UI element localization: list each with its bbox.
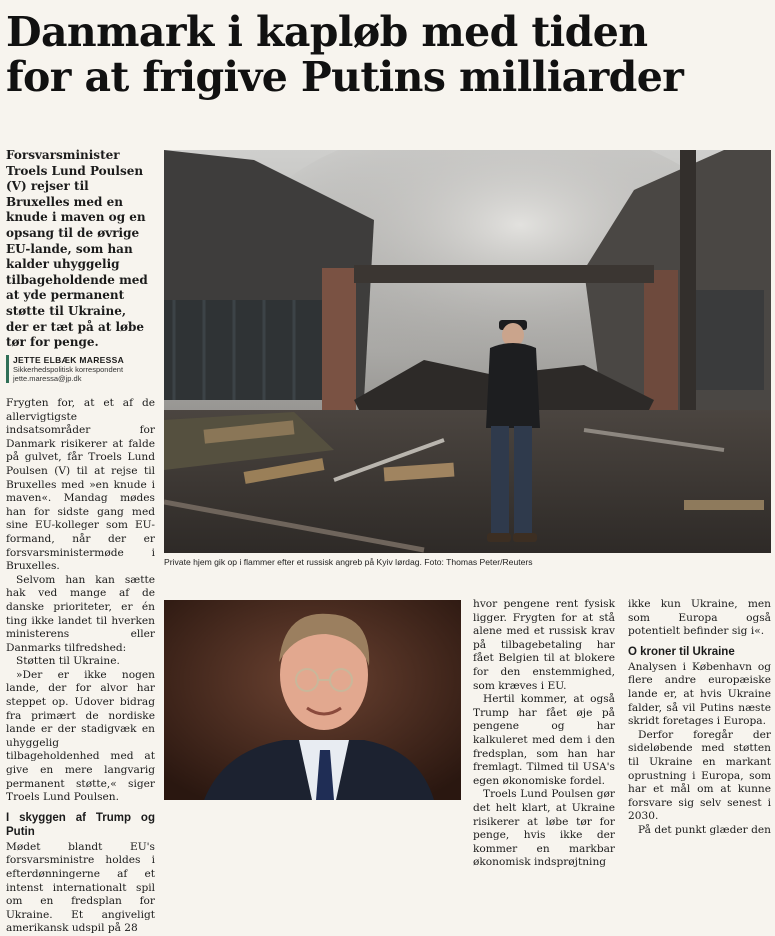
article-lede: Forsvarsminister Troels Lund Poulsen (V) rejser til Bruxelles med en knude i maven og en opsang til de øvrige EU-lande, som han kalder uhyggelig tilbageholdende med at yde permanent støtte til Ukraine, der er tæt på at løbe tør for penge. <box>6 148 148 350</box>
photo-caption: Private hjem gik op i flammer efter et russisk angreb på Kyiv lørdag. Foto: Thomas Peter/Reuters <box>164 557 533 567</box>
author-role: Sikkerhedspolitisk korrespondent <box>13 365 124 374</box>
body-column-2 <box>473 598 615 870</box>
paragraph: Selvom han kan sætte hak ved mange af de danske prioriteter, er én ting ikke landet til hverken ministerens eller Danmarks tilfredshed: <box>6 573 155 654</box>
paragraph: »Der er ikke nogen lande, der for alvor har steppet op. Udover bidrag fra primært de nordiske lande er der stadigvæk en uhyggelig tilbageholdenhed med at give en mere langvarig permanent støtte,« siger Troels Lund Poulsen. <box>6 668 155 804</box>
paragraph: Frygten for, at et af de allervigtigste indsatsområder for Danmark risikerer at falde på gulvet, får Troels Lund Poulsen (V) til at rejse til Bruxelles med »en knude i maven«. Mandag mødes han for sidste gang med sine EU-kolleger som EU-formand, når der er forsvarsministermøde i Bruxelles. <box>6 397 155 573</box>
headline-line-2: for at frigive Putins milliarder <box>6 53 684 101</box>
subheading: I skyggen af Trump og Putin <box>6 811 155 838</box>
paragraph: På det punkt glæder den <box>638 823 771 836</box>
body-column-3 <box>628 598 771 838</box>
paragraph: hvor pengene rent fysisk ligger. Frygten for at stå alene med et russisk krav på tilbagebetaling har fået Belgien til at blokere for den enstemmighed, som kræves i EU. <box>473 598 615 692</box>
article-headline <box>6 10 771 100</box>
minister-portrait-photo <box>164 600 461 800</box>
paragraph: Støtten til Ukraine. <box>16 655 120 668</box>
paragraph: Mødet blandt EU's forsvarsministre holdes i efterdønningerne af et intenst internationalt spil om en fredsplan for Ukraine. Et angiveligt amerikansk udspil på 28 <box>6 840 155 935</box>
author-email[interactable]: jette.maressa@jp.dk <box>13 374 82 383</box>
subheading: O kroner til Ukraine <box>628 645 735 658</box>
headline-line-1: Danmark i kapløb med tiden <box>6 8 648 56</box>
paragraph: Derfor foregår der sideløbende med støtten til Ukraine en markant oprustning i Europa, som har et mål om at kunne forsvare sig selv senest i 2030. <box>628 728 771 823</box>
paragraph: Analysen i København og flere andre europæiske lande er, at hvis Ukraine falder, så vil Putins næste skridt foretages i Europa. <box>628 660 771 728</box>
fire-aftermath-photo <box>164 150 771 553</box>
author-name: JETTE ELBÆK MARESSA <box>13 355 125 365</box>
paragraph: ikke kun Ukraine, men som Europa også potentielt befinder sig i«. <box>628 598 771 638</box>
paragraph: Troels Lund Poulsen gør det helt klart, at Ukraine risikerer at løbe tør for penge, hvis ikke der kommer en markbar økonomisk indsprøjtning <box>473 788 615 869</box>
byline <box>6 355 163 383</box>
body-column-1 <box>6 397 155 936</box>
paragraph: Hertil kommer, at også Trump har fået øje på pengene og har kalkuleret med dem i den fredsplan, som han har fremlagt. Tilmed til USA's egen økonomiske fordel. <box>473 693 615 787</box>
